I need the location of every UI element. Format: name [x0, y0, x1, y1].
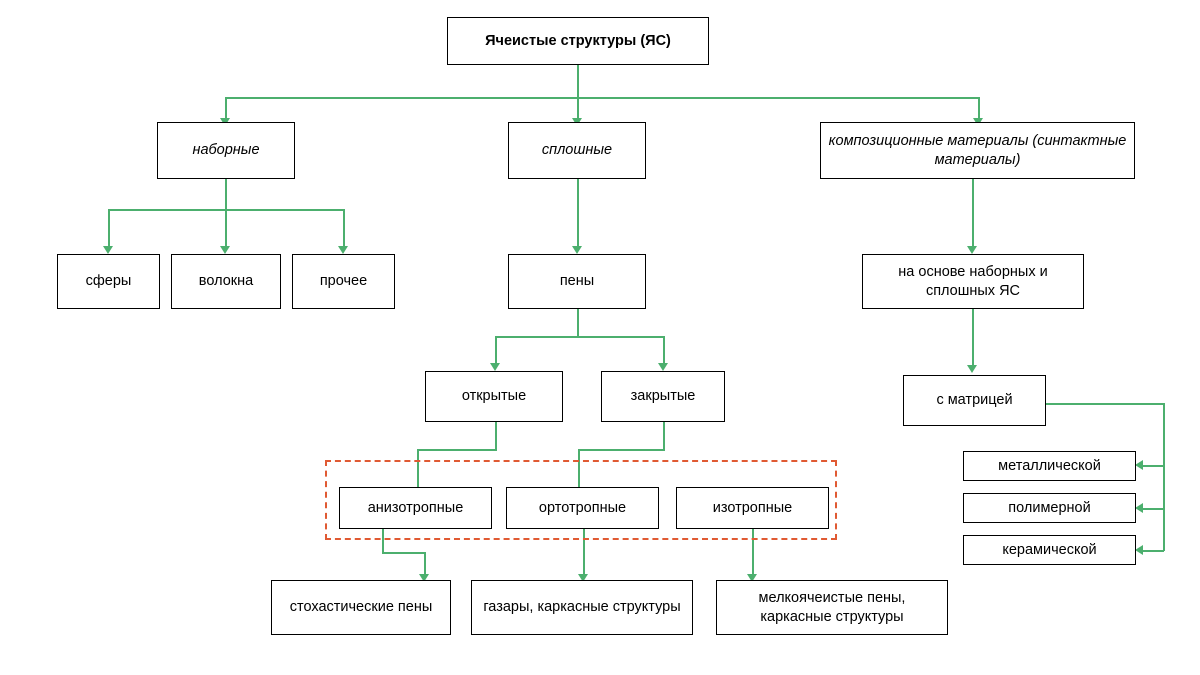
- connector-matrix-to-keramicheskoy: [1143, 550, 1164, 552]
- node-root-label: Ячеистые структуры (ЯС): [485, 32, 671, 49]
- connector-anizotropnye-bus: [382, 552, 425, 554]
- node-kompozicionnye-materialy[interactable]: [820, 122, 1135, 179]
- node-polimernoy[interactable]: [963, 493, 1136, 523]
- node-melkoyacheistye-peny[interactable]: [716, 580, 948, 635]
- arrow-peny-to-otkrytye: [490, 363, 500, 371]
- node-otkrytye-label: открытые: [461, 388, 527, 405]
- node-peny[interactable]: [508, 254, 646, 309]
- node-zakrytye[interactable]: [601, 371, 725, 422]
- node-sfery[interactable]: [57, 254, 160, 309]
- node-ortotropnye[interactable]: [506, 487, 659, 529]
- arrow-naosnove-to-smatricey: [967, 365, 977, 373]
- node-na-osnove-label: на основе наборных и сплошных ЯС: [898, 264, 1048, 299]
- arrow-matrix-to-polimernoy: [1135, 503, 1143, 513]
- arrow-peny-to-zakrytye: [658, 363, 668, 371]
- connector-peny-bus: [495, 336, 665, 338]
- connector-nabornye-to-volokna: [225, 209, 227, 248]
- connector-root-to-sploshnye: [577, 97, 579, 120]
- node-volokna-label: волокна: [198, 273, 254, 290]
- node-izotropnye[interactable]: [676, 487, 829, 529]
- node-prochee[interactable]: [292, 254, 395, 309]
- arrow-sploshnye-to-peny: [572, 246, 582, 254]
- connector-zakrytye-to-ortotropnye: [578, 449, 665, 451]
- node-gazary-label: газары, каркасные структуры: [483, 599, 681, 616]
- node-anizotropnye[interactable]: [339, 487, 492, 529]
- connector-peny-to-otkrytye: [495, 336, 497, 365]
- connector-peny-to-zakrytye: [663, 336, 665, 365]
- node-ortotropnye-label: ортотропные: [538, 499, 627, 516]
- node-melkoyacheistye-label: мелкоячеистые пены, каркасные структуры: [758, 590, 906, 625]
- connector-sploshnye-to-peny: [577, 179, 579, 248]
- arrow-matrix-to-metallicheskoy: [1135, 460, 1143, 470]
- connector-nabornye-to-sfery: [108, 209, 110, 248]
- node-stohasticheskie-peny-label: стохастические пены: [289, 599, 433, 616]
- connector-root-to-nabornye: [225, 97, 227, 120]
- connector-otkrytye-to-anizotropnye: [417, 449, 497, 451]
- connector-otkrytye-down: [495, 422, 497, 450]
- node-s-matricey[interactable]: [903, 375, 1046, 426]
- node-na-osnove-nabornyh-i-sploshnyh[interactable]: [862, 254, 1084, 309]
- node-metallicheskoy[interactable]: [963, 451, 1136, 481]
- connector-naosnove-to-smatricey: [972, 309, 974, 367]
- node-s-matricey-label: с матрицей: [936, 392, 1013, 409]
- node-anizotropnye-label: анизотропные: [367, 499, 464, 516]
- connector-root-stub: [577, 65, 579, 98]
- connector-matrix-to-metallicheskoy: [1143, 465, 1164, 467]
- node-keramicheskoy-label: керамической: [1002, 541, 1097, 558]
- connector-root-bus: [225, 97, 978, 99]
- node-otkrytye[interactable]: [425, 371, 563, 422]
- node-sfery-label: сферы: [85, 273, 132, 290]
- connector-smatricey-out: [1046, 403, 1164, 405]
- node-peny-label: пены: [559, 273, 595, 290]
- node-gazary-karkasnye-struktury[interactable]: [471, 580, 693, 635]
- node-zakrytye-label: закрытые: [630, 388, 696, 405]
- node-keramicheskoy[interactable]: [963, 535, 1136, 565]
- node-sploshnye-label: сплошные: [541, 142, 613, 159]
- node-stohasticheskie-peny[interactable]: [271, 580, 451, 635]
- node-sploshnye[interactable]: [508, 122, 646, 179]
- node-root[interactable]: [447, 17, 709, 65]
- node-prochee-label: прочее: [319, 273, 368, 290]
- connector-zakrytye-down: [663, 422, 665, 450]
- arrow-kompozicionnye-to-naosnove: [967, 246, 977, 254]
- connector-root-to-kompozicionnye: [978, 97, 980, 120]
- node-volokna[interactable]: [171, 254, 281, 309]
- arrow-nabornye-to-prochee: [338, 246, 348, 254]
- node-nabornye[interactable]: [157, 122, 295, 179]
- connector-peny-stub: [577, 309, 579, 337]
- connector-nabornye-stub: [225, 179, 227, 210]
- node-nabornye-label: наборные: [192, 142, 260, 159]
- connector-nabornye-to-prochee: [343, 209, 345, 248]
- node-kompozicionnye-materialy-label: композиционные материалы (синтактные материалы): [828, 133, 1127, 168]
- connector-anizotropnye-to-stohasticheskie: [424, 552, 426, 576]
- arrow-matrix-to-keramicheskoy: [1135, 545, 1143, 555]
- node-polimernoy-label: полимерной: [1008, 499, 1091, 516]
- node-metallicheskoy-label: металлической: [998, 457, 1101, 474]
- arrow-nabornye-to-volokna: [220, 246, 230, 254]
- connector-matrix-to-polimernoy: [1143, 508, 1164, 510]
- arrow-nabornye-to-sfery: [103, 246, 113, 254]
- connector-matrix-bus: [1163, 403, 1165, 551]
- node-izotropnye-label: изотропные: [712, 499, 793, 516]
- connector-kompozicionnye-to-naosnove: [972, 179, 974, 248]
